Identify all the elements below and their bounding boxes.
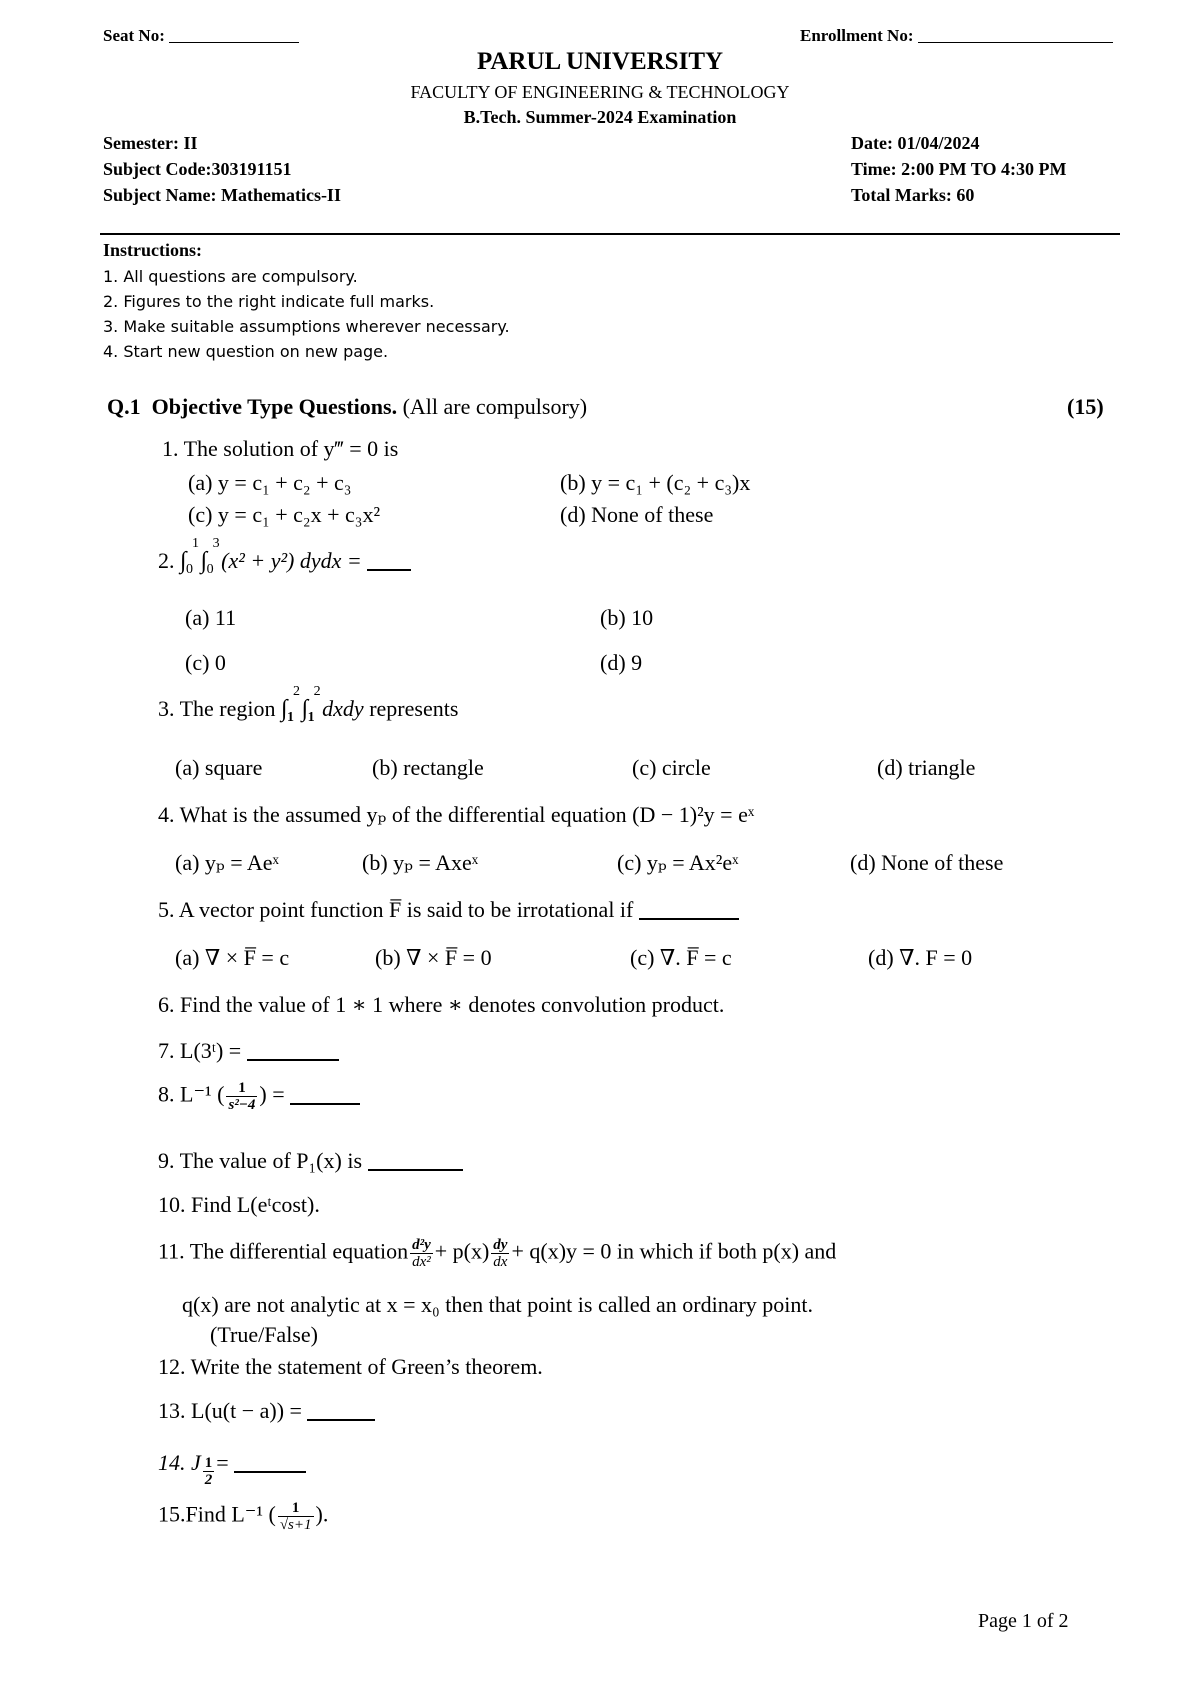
- instruction-item: 2. Figures to the right indicate full marks.: [103, 292, 435, 311]
- q3-inner-upper-limit: 2: [313, 684, 321, 699]
- enrollment-number-label: Enrollment No:: [800, 26, 1113, 46]
- q2-option-c: (c) 0: [185, 650, 226, 675]
- answer-blank: [367, 551, 411, 571]
- q14-suffix: =: [216, 1450, 229, 1475]
- section-note: (All are compulsory): [402, 394, 588, 419]
- question-4: 4. What is the assumed yₚ of the differential equation (D − 1)²y = eˣ: [158, 802, 755, 827]
- q11-fraction-second-derivative: [410, 1237, 433, 1270]
- q11-prefix: 11. The differential equation: [158, 1238, 409, 1264]
- exam-time: Time: 2:00 PM TO 4:30 PM: [851, 159, 1067, 179]
- page-number: Page 1 of 2: [978, 1610, 1069, 1632]
- q5-option-b: (b) ∇ × F̅ = 0: [375, 945, 492, 970]
- q3-option-d: (d) triangle: [877, 755, 976, 780]
- q2-integrand: (x² + y²) dydx =: [221, 548, 362, 573]
- faculty-name: FACULTY OF ENGINEERING & TECHNOLOGY: [410, 82, 790, 102]
- answer-blank: [307, 1401, 375, 1421]
- exam-date: Date: 01/04/2024: [851, 133, 980, 153]
- subject-code: Subject Code:303191151: [103, 159, 292, 179]
- q11-line-2: q(x) are not analytic at x = x₀ then that point is called an ordinary point.: [182, 1292, 814, 1317]
- question-15: [158, 1500, 328, 1533]
- q3-option-a: (a) square: [175, 755, 263, 780]
- section-heading: [107, 394, 587, 420]
- question-12: 12. Write the statement of Green’s theorem.: [158, 1354, 543, 1379]
- q15-numerator: 1: [278, 1500, 314, 1517]
- answer-blank: [639, 900, 739, 920]
- q14-subscript-denominator: 2: [204, 1472, 213, 1488]
- q4-option-d: (d) None of these: [850, 850, 1004, 875]
- q9-stem: 9. The value of P₁(x) is: [158, 1148, 363, 1173]
- q14-subscript-numerator: 1: [204, 1455, 213, 1471]
- q8-fraction: [226, 1080, 257, 1113]
- answer-blank: [234, 1453, 306, 1473]
- q3-integrand: dxdy: [322, 696, 364, 721]
- q8-denominator: s²−4: [228, 1097, 256, 1113]
- integral-sign: ∫ 1 0: [180, 536, 199, 577]
- answer-blank: [368, 1151, 463, 1171]
- question-6: 6. Find the value of 1 ∗ 1 where ∗ denotes convolution product.: [158, 992, 725, 1017]
- q2-option-d: (d) 9: [600, 650, 643, 675]
- q1-option-b: (b) y = c₁ + (c₂ + c₃)x: [560, 470, 751, 495]
- q14-subscript: [203, 1455, 215, 1488]
- q4-option-b: (b) yₚ = Axeˣ: [362, 850, 479, 875]
- q15-prefix: 15.Find L⁻¹ (: [158, 1501, 276, 1527]
- q1-option-c: (c) y = c₁ + c₂x + c₃x²: [188, 502, 381, 527]
- q11-frac1-numerator: d²y: [412, 1237, 431, 1253]
- q11-fraction-first-derivative: [491, 1237, 509, 1270]
- subject-name: Subject Name: Mathematics-II: [103, 185, 341, 205]
- question-3: [158, 684, 459, 725]
- q1-option-d: (d) None of these: [560, 502, 714, 527]
- q3-prefix: 3. The region: [158, 696, 276, 721]
- section-title: Objective Type Questions.: [151, 394, 398, 419]
- total-marks: Total Marks: 60: [851, 185, 975, 205]
- q4-option-a: (a) yₚ = Aeˣ: [175, 850, 279, 875]
- q5-option-d: (d) ∇. F = 0: [868, 945, 973, 970]
- semester: Semester: II: [103, 133, 198, 153]
- section-marks: (15): [1067, 394, 1104, 419]
- integral-sign: ∫ 2 1: [281, 684, 301, 725]
- q2-outer-upper-limit: 1: [192, 536, 199, 551]
- q11-frac2-numerator: dy: [493, 1237, 508, 1253]
- question-11: [158, 1237, 836, 1270]
- q11-frac1-denominator: dx²: [412, 1254, 431, 1270]
- q3-option-c: (c) circle: [632, 755, 711, 780]
- enrollment-number-blank: [918, 26, 1113, 43]
- instructions-title: Instructions:: [103, 240, 203, 260]
- question-14: [158, 1450, 306, 1488]
- q5-option-a: (a) ∇ × F̅ = c: [175, 945, 290, 970]
- q7-stem: 7. L(3ᵗ) =: [158, 1038, 242, 1063]
- question-1: 1. The solution of y‴ = 0 is: [162, 436, 399, 461]
- instruction-item: 4. Start new question on new page.: [103, 342, 389, 361]
- q5-stem: 5. A vector point function F̅ is said to be irrotational if: [158, 897, 634, 922]
- question-2: [158, 536, 411, 577]
- q8-prefix: 8. L⁻¹ (: [158, 1081, 225, 1107]
- instruction-item: 1. All questions are compulsory.: [103, 267, 358, 286]
- q2-option-a: (a) 11: [185, 605, 237, 630]
- q11-suffix: + q(x)y = 0 in which if both p(x) and: [511, 1238, 837, 1264]
- section-number: Q.1: [107, 394, 141, 419]
- exam-title: B.Tech. Summer-2024 Examination: [463, 107, 737, 127]
- q1-option-a: (a) y = c₁ + c₂ + c₃: [188, 470, 352, 495]
- integral-sign: ∫ 2 1: [301, 684, 321, 725]
- answer-blank: [247, 1041, 339, 1061]
- q8-suffix: ) =: [259, 1081, 285, 1107]
- q3-inner-lower-limit: 1: [307, 710, 315, 725]
- q2-inner-upper-limit: 3: [212, 536, 220, 551]
- seat-number-label: Seat No:: [103, 26, 299, 46]
- q2-option-b: (b) 10: [600, 605, 654, 630]
- q15-suffix: ).: [315, 1501, 329, 1527]
- q3-outer-lower-limit: 1: [287, 710, 295, 725]
- q5-option-c: (c) ∇. F̅ = c: [630, 945, 732, 970]
- instruction-item: 3. Make suitable assumptions wherever necessary.: [103, 317, 510, 336]
- q2-number: 2.: [158, 548, 175, 573]
- q15-fraction: [278, 1500, 314, 1533]
- q3-suffix: represents: [369, 696, 459, 721]
- question-8: [158, 1080, 360, 1113]
- question-7: [158, 1038, 339, 1064]
- question-9: [158, 1148, 463, 1174]
- question-5: [158, 897, 739, 923]
- q3-outer-upper-limit: 2: [293, 684, 301, 699]
- q2-outer-lower-limit: 0: [186, 562, 193, 577]
- q4-option-c: (c) yₚ = Ax²eˣ: [617, 850, 739, 875]
- q13-stem: 13. L(u(t − a)) =: [158, 1398, 302, 1423]
- q11-true-false: (True/False): [210, 1322, 318, 1347]
- q8-numerator: 1: [226, 1080, 257, 1097]
- integral-sign: ∫ 3 0: [200, 536, 220, 577]
- question-10: 10. Find L(eᵗcost).: [158, 1192, 320, 1217]
- q3-option-b: (b) rectangle: [372, 755, 484, 780]
- q11-frac2-denominator: dx: [493, 1254, 508, 1270]
- header-divider: [100, 233, 1120, 235]
- answer-blank: [290, 1085, 360, 1105]
- q15-denominator: √s+1: [279, 1517, 312, 1533]
- q14-prefix: 14. J: [158, 1450, 201, 1475]
- q11-middle: + p(x): [434, 1238, 490, 1264]
- university-name: PARUL UNIVERSITY: [476, 48, 724, 75]
- seat-number-blank: [169, 26, 299, 43]
- question-13: [158, 1398, 375, 1424]
- q2-inner-lower-limit: 0: [206, 562, 214, 577]
